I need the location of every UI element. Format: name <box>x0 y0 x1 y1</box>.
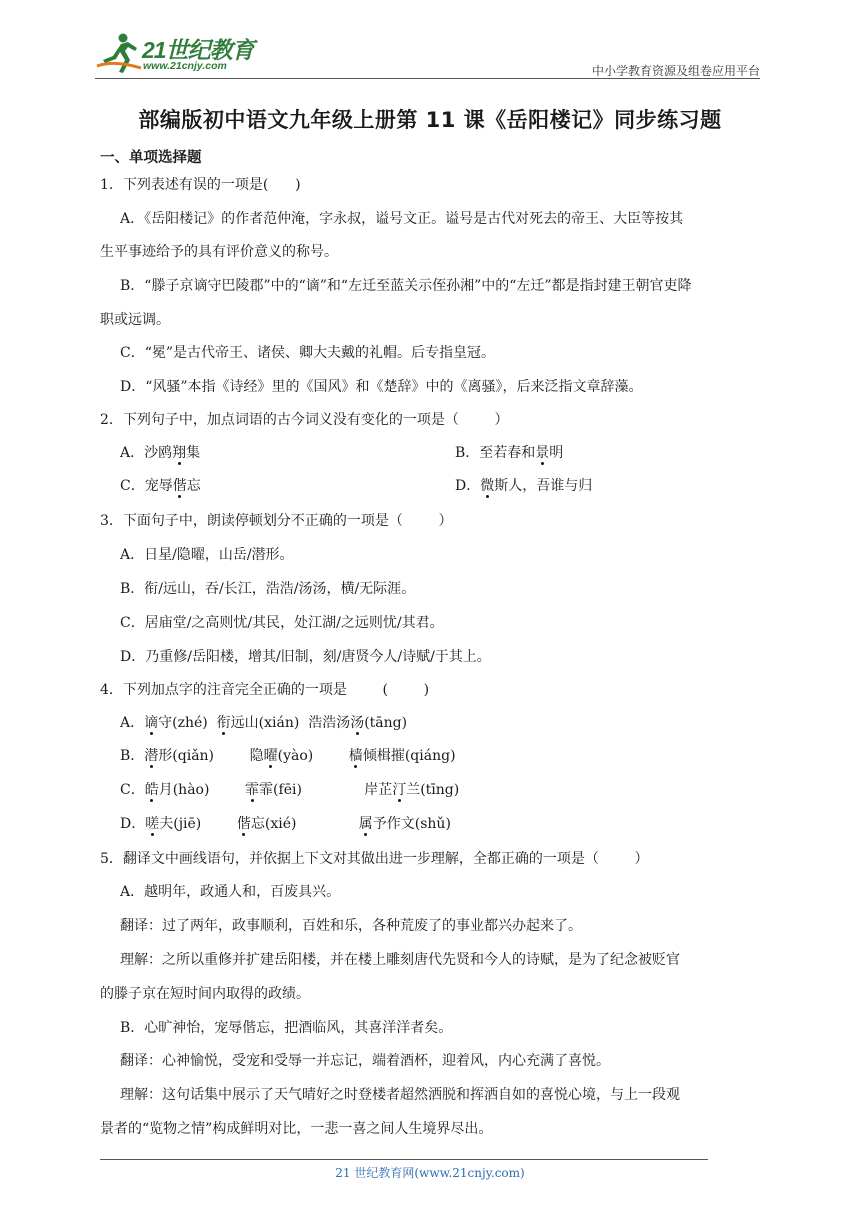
dotted-char: 曜 <box>263 748 278 764</box>
q5-option-b-understanding: 理解：这句话集中展示了天气晴好之时登楼者超然洒脱和挥洒自如的喜悦心境，与上一段观 <box>120 1087 680 1103</box>
q5-option-b-translation: 翻译：心神愉悦，受宠和受辱一并忘记，端着酒杯，迎着风，内心充满了喜悦。 <box>120 1053 610 1069</box>
q1-option-a: A．《岳阳楼记》的作者范仲淹，字永叔，谥号文正。谥号是古代对死去的帝王、大臣等按其 <box>120 211 684 227</box>
q3-option-c: C．居庙堂/之高则忧/其民，处江湖/之远则忧/其君。 <box>120 615 444 631</box>
page-title: 部编版初中语文九年级上册第 11 课《岳阳楼记》同步练习题 <box>138 108 722 132</box>
q2-option-a: A．沙鸥翔集 <box>120 445 201 461</box>
dotted-char: 微 <box>480 478 495 494</box>
q1-option-a-cont: 生平事迹给予的具有评价意义的称号。 <box>100 244 338 260</box>
q3-option-a: A．日星/隐曜，山岳/潜形。 <box>120 547 294 563</box>
q5-option-a-translation: 翻译：过了两年，政事顺利，百姓和乐，各种荒废了的事业都兴办起来了。 <box>120 918 582 934</box>
q2-option-b: B．至若春和景明 <box>455 445 564 461</box>
q3-option-d: D．乃重修/岳阳楼，增其/旧制，刻/唐贤今人/诗赋/于其上。 <box>120 649 491 665</box>
dotted-char: 樯 <box>348 748 363 764</box>
site-logo <box>95 28 265 78</box>
dotted-char: 偕 <box>172 478 187 494</box>
q4-option-c: C．皓月(hào) 霏霏(fēi) 岸芷汀兰(tīng) <box>120 782 460 798</box>
q4-option-b: B．潜形(qiǎn) 隐曜(yào) 樯倾楫摧(qiáng) <box>120 748 456 764</box>
q5-option-a: A．越明年，政通人和，百废具兴。 <box>120 884 341 900</box>
dotted-char: 汀 <box>392 782 407 798</box>
q2-option-d: D．微斯人，吾谁与归 <box>455 478 593 494</box>
q5-option-b: B．心旷神怡，宠辱偕忘，把酒临风，其喜洋洋者矣。 <box>120 1020 453 1036</box>
section-heading: 一、单项选择题 <box>100 150 202 166</box>
question-4: 4．下列加点字的注音完全正确的一项是 ( ) <box>100 682 430 698</box>
header-divider <box>95 78 760 79</box>
dotted-char: 谪 <box>144 715 159 731</box>
dotted-char: 景 <box>535 445 550 461</box>
q2-option-c: C．宠辱偕忘 <box>120 478 201 494</box>
dotted-char: 霏 <box>245 782 260 798</box>
q4-option-d: D．嗟夫(jiē) 偕忘(xié) 属予作文(shǔ) <box>120 816 451 832</box>
question-3: 3．下面句子中，朗读停顿划分不正确的一项是（ ） <box>100 513 453 529</box>
platform-name: 中小学教育资源及组卷应用平台 <box>591 64 760 78</box>
page-header <box>95 28 760 80</box>
dotted-char: 翔 <box>172 445 187 461</box>
logo-text: 21世纪教育 <box>142 37 254 63</box>
logo-url: www.21cnjy.com <box>143 60 227 72</box>
q1-option-b-cont: 职或远调。 <box>100 312 170 328</box>
dotted-char: 偕 <box>236 816 251 832</box>
question-5: 5．翻译文中画线语句，并依据上下文对其做出进一步理解，全都正确的一项是（ ） <box>100 851 649 867</box>
question-2: 2．下列句子中，加点词语的古今词义没有变化的一项是（ ） <box>100 412 509 428</box>
q3-option-b: B．衔/远山，吞/长江，浩浩/汤汤，横/无际涯。 <box>120 581 416 597</box>
question-1: 1．下列表述有误的一项是( ) <box>100 177 301 193</box>
q1-option-b: B．“滕子京谪守巴陵郡”中的“谪”和“左迁至蓝关示侄孙湘”中的“左迁”都是指封建王朝官吏降 <box>120 278 692 294</box>
q5-option-b-understanding-cont: 景者的“览物之情”构成鲜明对比，一悲一喜之间人生境界尽出。 <box>100 1121 493 1137</box>
footer-divider <box>100 1159 708 1160</box>
dotted-char: 衔 <box>216 715 231 731</box>
dotted-char: 嗟 <box>145 816 160 832</box>
q4-option-a: A．谪守(zhé) 衔远山(xián) 浩浩汤汤(tāng) <box>120 715 408 731</box>
dotted-char: 皓 <box>144 782 159 798</box>
q5-option-a-understanding: 理解：之所以重修并扩建岳阳楼，并在楼上雕刻唐代先贤和今人的诗赋，是为了纪念被贬官 <box>120 952 680 968</box>
dotted-char: 属 <box>358 816 373 832</box>
runner-logo-icon <box>95 30 143 78</box>
q5-option-a-understanding-cont: 的滕子京在短时间内取得的政绩。 <box>100 986 310 1002</box>
q1-option-c: C．“冕”是古代帝王、诸侯、卿大夫戴的礼帽。后专指皇冠。 <box>120 345 496 361</box>
q1-option-d: D．“风骚”本指《诗经》里的《国风》和《楚辞》中的《离骚》，后来泛指文章辞藻。 <box>120 379 643 395</box>
dotted-char: 汤 <box>350 715 365 731</box>
footer-link[interactable]: 21 世纪教育网(www.21cnjy.com) <box>335 1166 525 1180</box>
dotted-char: 潜 <box>144 748 159 764</box>
